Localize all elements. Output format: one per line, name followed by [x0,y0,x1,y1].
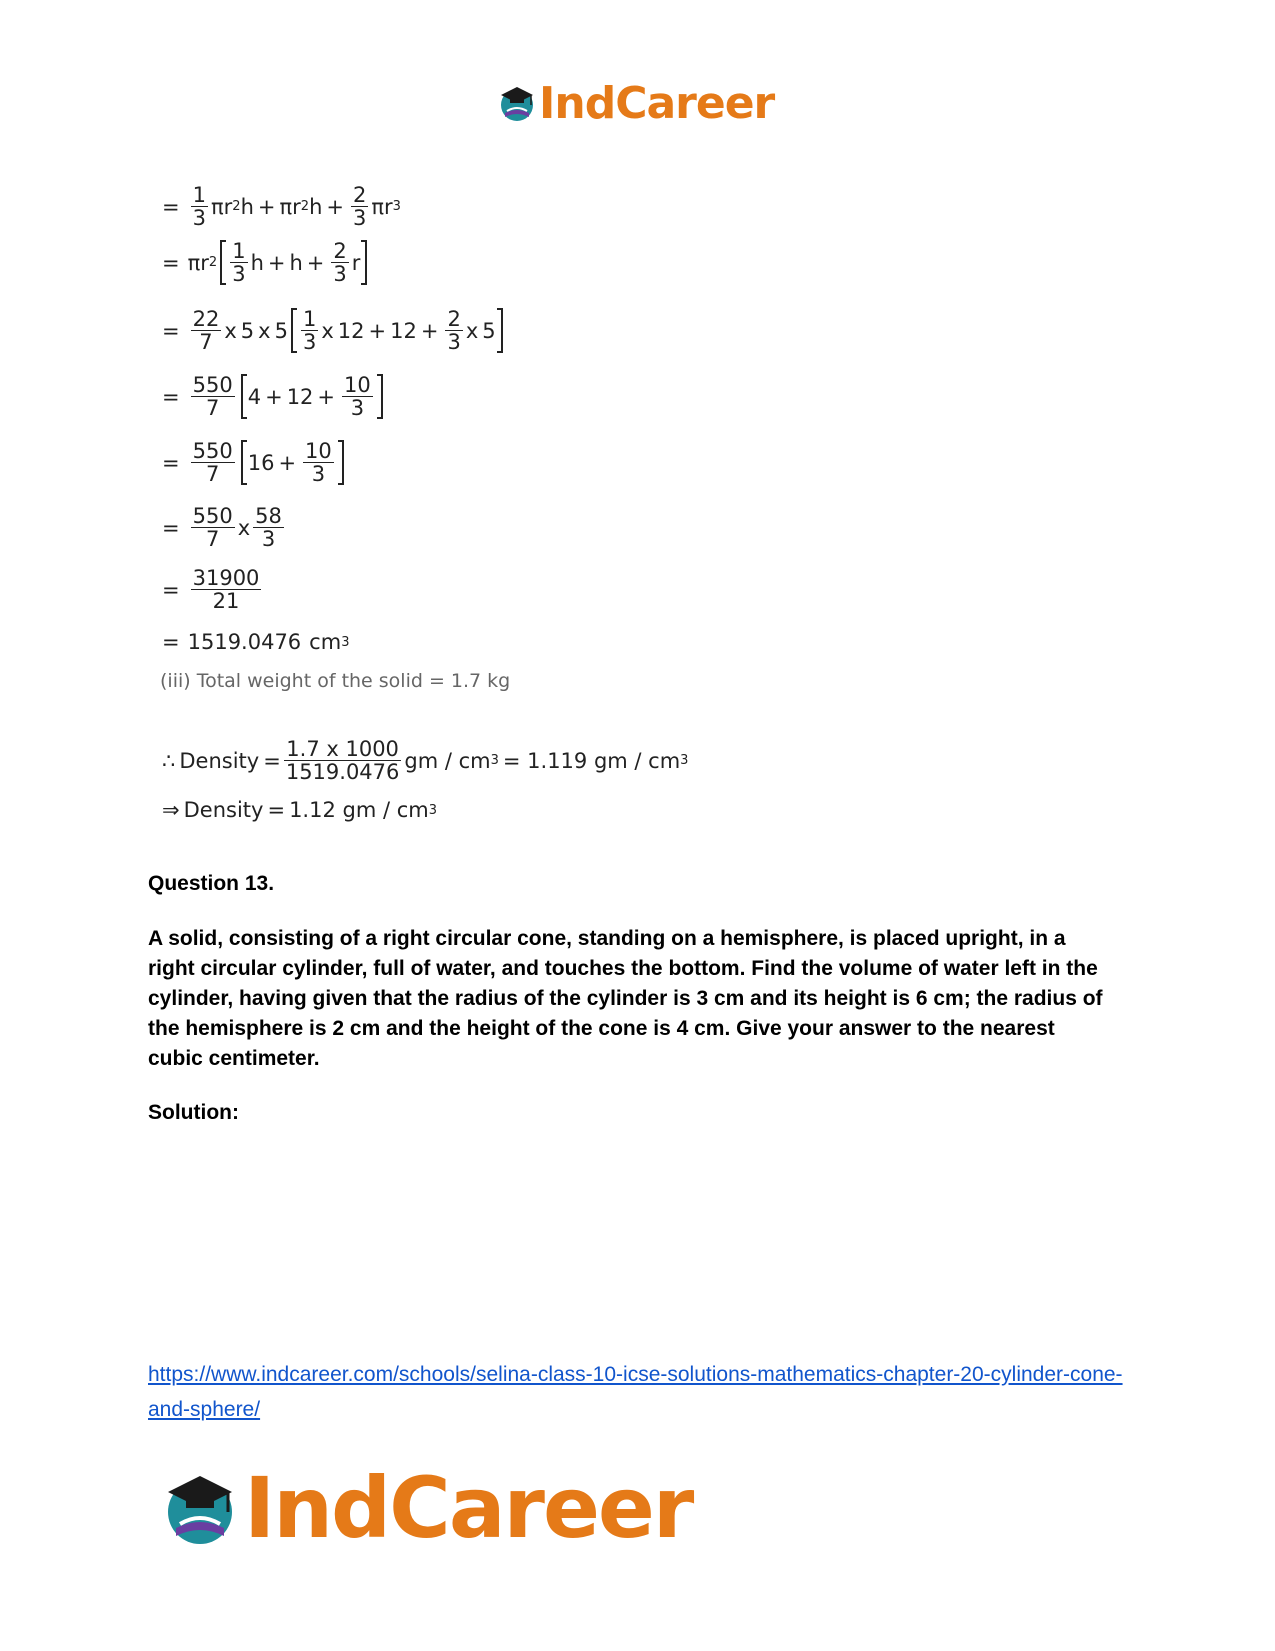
math-step-1: = $\frac{1}{3}$ π r 2 h + π r 2 h + $\frac{2}{3}$ π r 3 [162,183,401,231]
brand-name: IndCareer [244,1459,693,1557]
footer-logo[interactable] [160,1459,693,1557]
density-step-2: ⇒ Density = 1.12 gm / cm 3 [162,798,437,822]
math-step-2: = π r 2 $\frac{1}{3}$ h + h + $\frac{2}{3}$ r [162,240,370,285]
math-step-7: = $\frac{31900}{21}$ [162,566,260,614]
math-step-3: = $\frac{22}{7}$ x 5 x 5 $\frac{1}{3}$ x 12 + 12 + $\frac{2}{3}$ x 5 [162,308,506,353]
solution-label: Solution: [148,1101,239,1124]
brand-name: IndCareer [539,77,775,129]
total-weight-line: (iii) Total weight of the solid = 1.7 kg [160,670,511,692]
math-step-5: = $\frac{550}{7}$ 16 + $\frac{10}{3}$ [162,440,347,485]
question-title: Question 13. [148,872,275,895]
density-step-1: ∴ Density = $\frac{1.7 x 1000}{1519.0476}$ gm / cm 3 = 1.119 gm / cm 3 [162,737,689,785]
graduation-cap-globe-icon [497,83,537,123]
math-step-4: = $\frac{550}{7}$ 4 + 12 + $\frac{10}{3}$ [162,374,386,419]
graduation-cap-globe-icon [160,1468,240,1548]
source-link[interactable]: https://www.indcareer.com/schools/selina-class-10-icse-solutions-mathematics-chapter-20-cylinder-cone-and-sphere/ [148,1363,1123,1421]
math-step-6: = $\frac{550}{7}$ x $\frac{58}{3}$ [162,504,282,552]
math-step-8: = 1519.0476 cm 3 [162,630,350,654]
header-logo[interactable] [497,76,774,130]
question-body: A solid, consisting of a right circular cone, standing on a hemisphere, is placed upright, in a right circular cylinder, full of water, and touches the bottom. Find the volume of water left in the cylinder, having given that the radius of the cylinder is 3 cm and its height is 6 cm; the radius of the hemisphere is 2 cm and the height of the cone is 4 cm. Give your answer to the nearest cubic centimeter. [148,927,1103,1070]
